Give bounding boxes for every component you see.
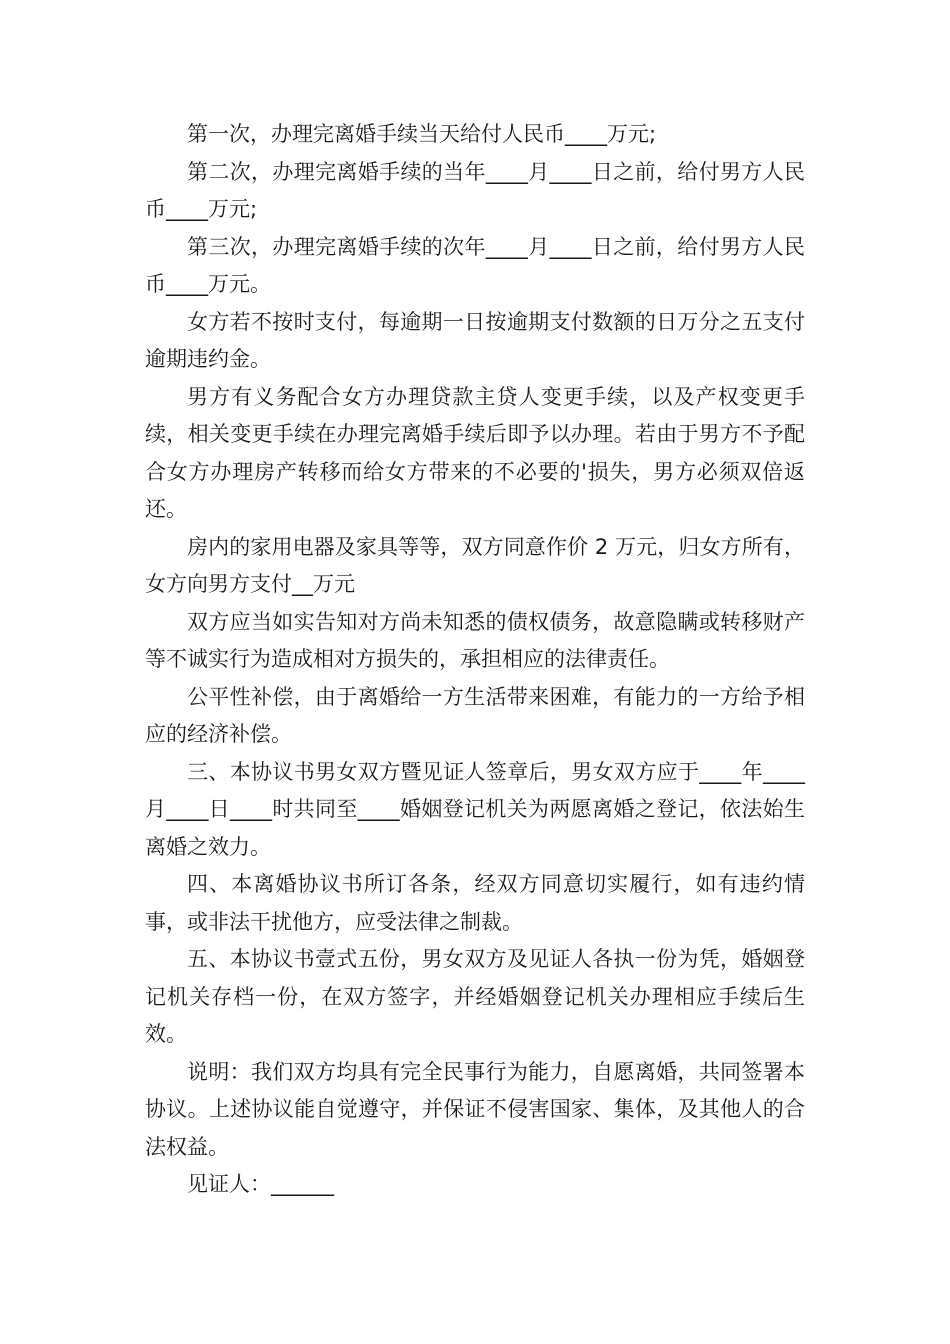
- paragraph-third-payment: 第三次，办理完离婚手续的次年____月____日之前，给付男方人民币____万元。: [145, 234, 805, 296]
- document-body: [145, 116, 805, 1204]
- paragraph-loan-transfer: 男方有义务配合女方办理贷款主贷人变更手续，以及产权变更手续，相关变更手续在办理完离婚手续后即予以办理。若由于男方不予配合女方办理房产转移而给女方带来的不必要的'损失，男方必须双倍返还。: [145, 384, 805, 521]
- paragraph-clause-three: 三、本协议书男女双方暨见证人签章后，男女双方应于____年____月____日____时共同至____婚姻登记机关为两愿离婚之登记，依法始生离婚之效力。: [145, 759, 805, 859]
- paragraph-late-penalty: 女方若不按时支付，每逾期一日按逾期支付数额的日万分之五支付逾期违约金。: [145, 309, 805, 371]
- paragraph-appliances: 房内的家用电器及家具等等，双方同意作价 2 万元，归女方所有，女方向男方支付__万元: [145, 534, 805, 596]
- paragraph-debts: 双方应当如实告知对方尚未知悉的债权债务，故意隐瞒或转移财产等不诚实行为造成相对方损失的，承担相应的法律责任。: [145, 609, 805, 671]
- paragraph-witness: 见证人：______: [187, 1172, 334, 1196]
- paragraph-compensation: 公平性补偿，由于离婚给一方生活带来困难，有能力的一方给予相应的经济补偿。: [145, 684, 805, 746]
- paragraph-first-payment: 第一次，办理完离婚手续当天给付人民币____万元;: [187, 122, 657, 146]
- paragraph-clause-four: 四、本离婚协议书所订各条，经双方同意切实履行，如有违约情事，或非法干扰他方，应受法律之制裁。: [145, 872, 805, 934]
- paragraph-statement: 说明：我们双方均具有完全民事行为能力，自愿离婚，共同签署本协议。上述协议能自觉遵守，并保证不侵害国家、集体，及其他人的合法权益。: [145, 1059, 805, 1159]
- paragraph-second-payment: 第二次，办理完离婚手续的当年____月____日之前，给付男方人民币____万元;: [145, 159, 805, 221]
- paragraph-clause-five: 五、本协议书壹式五份，男女双方及见证人各执一份为凭，婚姻登记机关存档一份，在双方签字，并经婚姻登记机关办理相应手续后生效。: [145, 947, 805, 1046]
